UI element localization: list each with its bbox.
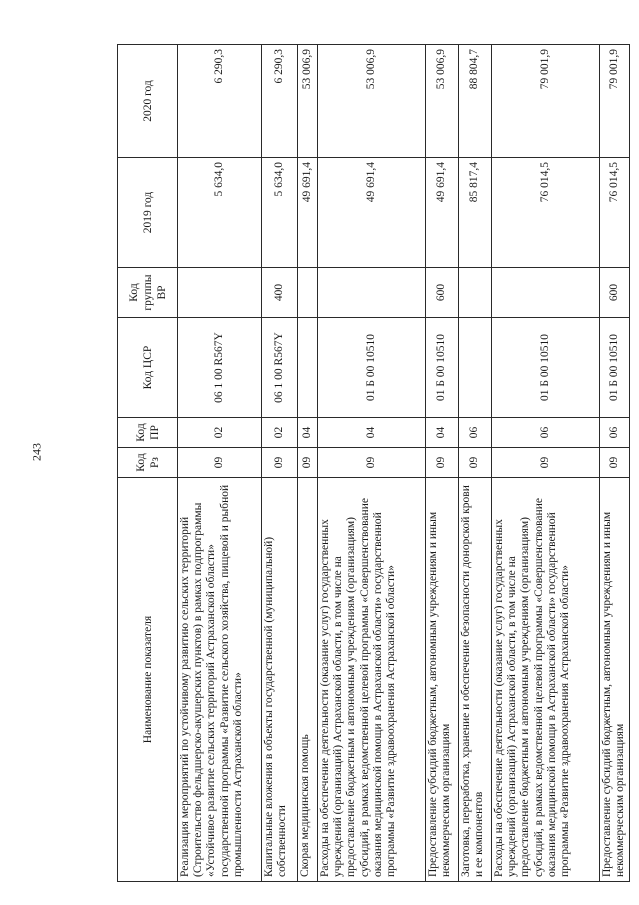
page-number: 243	[29, 443, 44, 461]
row-csr	[459, 318, 492, 418]
row-name: Заготовка, переработка, хранение и обеспечение безопасности донорской крови и ее компонентов	[459, 478, 492, 882]
row-rz: 09	[600, 448, 630, 478]
row-csr: 01 Б 00 10510	[600, 318, 630, 418]
row-2020: 53 006,9	[298, 45, 318, 158]
row-2019: 85 817,4	[459, 158, 492, 268]
row-2019: 76 014,5	[492, 158, 600, 268]
row-name: Расходы на обеспечение деятельности (оказание услуг) государственных учреждений (организаций) Астраханской области, в том числе на предоставление бюджетным и автономным учреждениям (организациям) субсидий, в рамках ведомственной целевой программы «Совершенствование оказания медицинской помощи в Астраханской области» государственной программы «Развитие здравоохранения Астраханской области»	[318, 478, 426, 882]
row-rz: 09	[318, 448, 426, 478]
row-2020: 79 001,9	[600, 45, 630, 158]
table-row	[262, 45, 298, 882]
row-vr	[492, 268, 600, 318]
row-rz: 09	[298, 448, 318, 478]
row-pr: 04	[298, 418, 318, 448]
row-2020: 6 290,3	[262, 45, 298, 158]
row-2019: 49 691,4	[426, 158, 459, 268]
budget-table	[117, 44, 630, 882]
row-vr: 600	[600, 268, 630, 318]
table-row	[426, 45, 459, 882]
row-csr: 01 Б 00 10510	[492, 318, 600, 418]
row-pr: 04	[318, 418, 426, 448]
table-row	[492, 45, 600, 882]
rotated-table-wrapper	[117, 45, 627, 882]
row-2020: 88 804,7	[459, 45, 492, 158]
row-name: Скорая медицинская помощь	[298, 478, 318, 882]
row-pr: 06	[459, 418, 492, 448]
table-row	[318, 45, 426, 882]
row-rz: 09	[426, 448, 459, 478]
row-csr: 06 1 00 R567Y	[178, 318, 262, 418]
row-vr	[318, 268, 426, 318]
row-rz: 09	[262, 448, 298, 478]
header-vr: Код группы ВР	[118, 268, 178, 318]
row-rz: 09	[492, 448, 600, 478]
row-pr: 02	[262, 418, 298, 448]
table-row	[459, 45, 492, 882]
header-rz: Код Рз	[118, 448, 178, 478]
row-2020: 79 001,9	[492, 45, 600, 158]
row-pr: 04	[426, 418, 459, 448]
row-pr: 06	[492, 418, 600, 448]
row-name: Предоставление субсидий бюджетным, автономным учреждениям и иным некоммерческим организациям	[600, 478, 630, 882]
header-pr: Код ПР	[118, 418, 178, 448]
row-2019: 49 691,4	[318, 158, 426, 268]
row-2020: 53 006,9	[318, 45, 426, 158]
header-2020: 2020 год	[118, 45, 178, 158]
row-name: Расходы на обеспечение деятельности (оказание услуг) государственных учреждений (организаций) Астраханской области, в том числе на предоставление бюджетным и автономным учреждениям (организациям) субсидий, в рамках ведомственной целевой программы «Совершенствование оказания медицинской помощи в Астраханской области» государственной программы «Развитие здравоохранения Астраханской области»	[492, 478, 600, 882]
row-csr: 06 1 00 R567Y	[262, 318, 298, 418]
row-csr: 01 Б 00 10510	[426, 318, 459, 418]
row-name: Предоставление субсидий бюджетным, автономным учреждениям и иным некоммерческим организациям	[426, 478, 459, 882]
row-2020: 53 006,9	[426, 45, 459, 158]
table-header-row	[118, 45, 178, 882]
row-vr: 400	[262, 268, 298, 318]
row-csr	[298, 318, 318, 418]
row-2020: 6 290,3	[178, 45, 262, 158]
table-row	[600, 45, 630, 882]
table-row	[178, 45, 262, 882]
row-vr	[459, 268, 492, 318]
row-vr	[298, 268, 318, 318]
table-row	[298, 45, 318, 882]
row-2019: 5 634,0	[262, 158, 298, 268]
row-name: Реализация мероприятий по устойчивому развитию сельских территорий (Строительство фельдшерско-акушерских пунктов) в рамках подпрограммы «Устойчивое развитие сельских территорий Астраханской области» государственной программы «Развитие сельского хозяйства, пищевой и рыбной промышленности Астраханской области»	[178, 478, 262, 882]
row-vr	[178, 268, 262, 318]
header-csr: Код ЦСР	[118, 318, 178, 418]
row-pr: 02	[178, 418, 262, 448]
header-name: Наименование показателя	[118, 478, 178, 882]
row-pr: 06	[600, 418, 630, 448]
row-rz: 09	[459, 448, 492, 478]
row-2019: 5 634,0	[178, 158, 262, 268]
row-csr: 01 Б 00 10510	[318, 318, 426, 418]
row-name: Капитальные вложения в объекты государственной (муниципальной) собственности	[262, 478, 298, 882]
row-2019: 76 014,5	[600, 158, 630, 268]
row-vr: 600	[426, 268, 459, 318]
row-2019: 49 691,4	[298, 158, 318, 268]
row-rz: 09	[178, 448, 262, 478]
header-2019: 2019 год	[118, 158, 178, 268]
